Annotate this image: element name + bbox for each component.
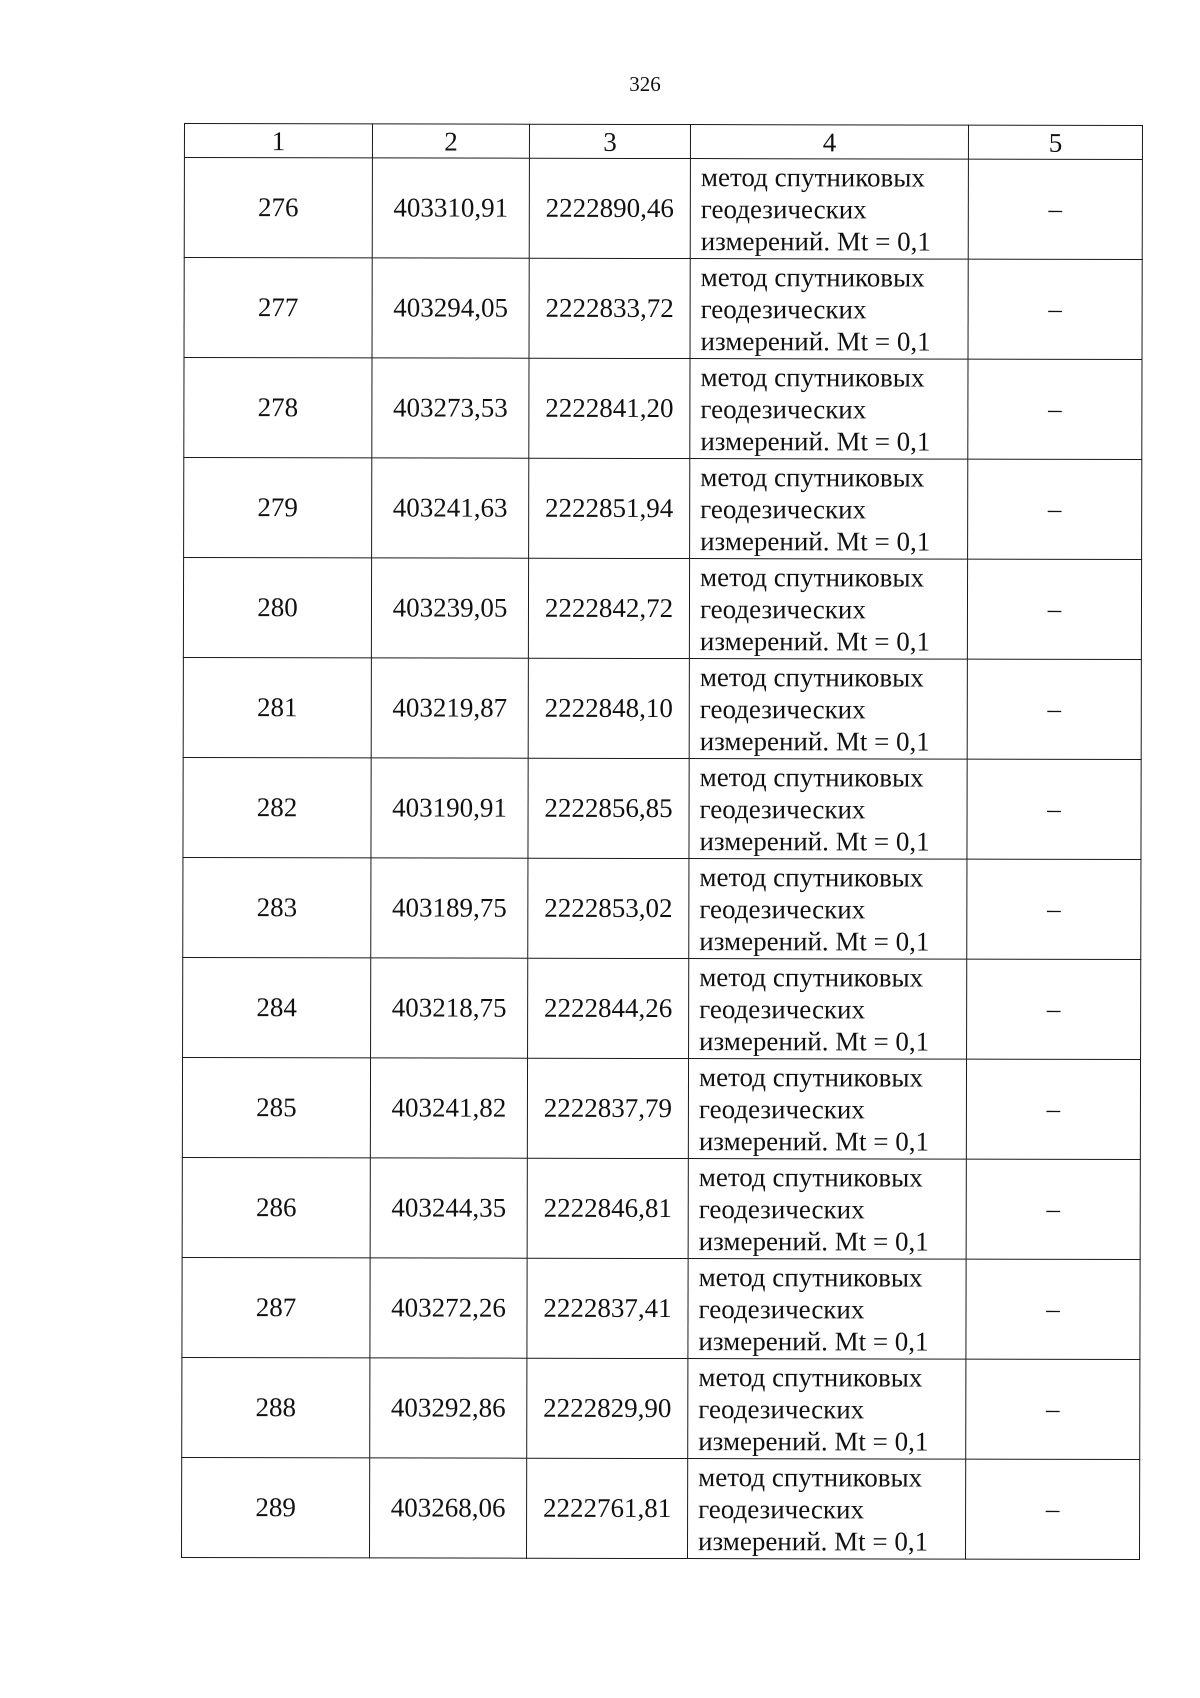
coordinates-table [181, 123, 1143, 1560]
column-5-cell: – [968, 459, 1142, 559]
y-coordinate-cell: 2222761,81 [526, 1458, 687, 1558]
method-text-line: геодезических [700, 493, 867, 524]
table-row [184, 458, 1142, 560]
point-number-cell: 278 [184, 358, 372, 458]
x-coordinate-cell: 403241,82 [370, 1058, 527, 1158]
point-number-cell: 286 [182, 1157, 370, 1257]
point-number-cell: 288 [182, 1357, 370, 1457]
x-coordinate-cell: 403239,05 [371, 558, 528, 658]
x-coordinate-cell: 403218,75 [371, 958, 528, 1058]
table-row [183, 957, 1141, 1059]
y-coordinate-cell: 2222848,10 [528, 658, 689, 758]
method-text-line: метод спутниковых [698, 1261, 923, 1293]
method-text-line: измерений. Mt = 0,1 [698, 1525, 929, 1557]
table-row [184, 358, 1142, 460]
method-cell [689, 859, 967, 960]
method-text-line: геодезических [698, 1093, 865, 1124]
method-text-line: геодезических [699, 793, 866, 824]
method-text-line: измерений. Mt = 0,1 [700, 525, 931, 557]
method-text-line: метод спутниковых [699, 761, 924, 793]
method-text-line: геодезических [700, 193, 867, 224]
method-text-line: измерений. Mt = 0,1 [698, 1125, 930, 1157]
method-cell [689, 959, 967, 1060]
column-5-cell: – [967, 959, 1141, 1059]
method-text-line: измерений. Mt = 0,1 [699, 625, 931, 657]
method-text-line: измерений. Mt = 0,1 [700, 425, 931, 457]
header-col-4: 4 [690, 125, 968, 160]
method-text-line: метод спутниковых [698, 1061, 924, 1093]
header-col-1: 1 [184, 124, 372, 158]
method-cell [687, 1459, 965, 1560]
method-text-line: метод спутниковых [699, 861, 924, 893]
x-coordinate-cell: 403190,91 [371, 758, 528, 858]
method-text-line: измерений. Mt = 0,1 [698, 1325, 929, 1357]
method-text-line: метод спутниковых [700, 461, 925, 493]
table-row [184, 258, 1142, 360]
y-coordinate-cell: 2222851,94 [529, 458, 690, 558]
method-cell [689, 759, 967, 860]
method-text-line: измерений. Mt = 0,1 [699, 825, 930, 857]
method-cell [689, 559, 967, 660]
table-row [181, 1457, 1139, 1559]
method-text-line: измерений. Mt = 0,1 [700, 325, 931, 357]
method-text-line: геодезических [699, 693, 866, 724]
method-text-line: метод спутниковых [700, 161, 925, 193]
method-text-line: метод спутниковых [698, 1361, 923, 1393]
method-cell [689, 659, 967, 760]
table-row [183, 757, 1141, 859]
method-cell [690, 259, 968, 360]
table-body [181, 158, 1142, 1560]
method-text-line: метод спутниковых [699, 961, 924, 993]
method-text-line: геодезических [698, 1393, 865, 1424]
x-coordinate-cell: 403310,91 [372, 158, 529, 258]
x-coordinate-cell: 403292,86 [370, 1358, 527, 1458]
y-coordinate-cell: 2222842,72 [528, 558, 689, 658]
method-text-line: метод спутниковых [699, 661, 924, 693]
x-coordinate-cell: 403294,05 [372, 258, 529, 358]
x-coordinate-cell: 403244,35 [370, 1158, 527, 1258]
method-text-line: измерений. Mt = 0,1 [698, 1425, 929, 1457]
header-row [184, 124, 1142, 160]
x-coordinate-cell: 403241,63 [372, 458, 529, 558]
method-text-line: геодезических [699, 993, 866, 1024]
point-number-cell: 282 [183, 757, 371, 857]
y-coordinate-cell: 2222829,90 [527, 1358, 688, 1458]
point-number-cell: 279 [184, 458, 372, 558]
x-coordinate-cell: 403268,06 [369, 1458, 526, 1558]
y-coordinate-cell: 2222837,79 [527, 1058, 688, 1158]
header-col-5: 5 [968, 125, 1142, 159]
method-text-line: метод спутниковых [700, 261, 925, 293]
column-5-cell: – [967, 859, 1141, 959]
page-number: 326 [629, 72, 661, 96]
y-coordinate-cell: 2222846,81 [527, 1158, 688, 1258]
method-text-line: измерений. Mt = 0,1 [698, 1225, 929, 1257]
method-text-line: геодезических [698, 1193, 865, 1224]
column-5-cell: – [966, 1159, 1140, 1259]
method-text-line: геодезических [698, 1293, 865, 1324]
method-text-line: измерений. Mt = 0,1 [699, 725, 930, 757]
column-5-cell: – [967, 759, 1141, 859]
table-row [183, 657, 1141, 759]
point-number-cell: 285 [182, 1057, 370, 1157]
method-cell [688, 1059, 966, 1160]
y-coordinate-cell: 2222853,02 [528, 858, 689, 958]
point-number-cell: 277 [184, 258, 372, 358]
y-coordinate-cell: 2222837,41 [527, 1258, 688, 1358]
table-row [183, 857, 1141, 959]
point-number-cell: 280 [183, 558, 371, 658]
header-col-3: 3 [529, 124, 690, 158]
x-coordinate-cell: 403273,53 [372, 358, 529, 458]
y-coordinate-cell: 2222844,26 [528, 958, 689, 1058]
y-coordinate-cell: 2222841,20 [529, 358, 690, 458]
column-5-cell: – [966, 1259, 1140, 1359]
header-col-2: 2 [372, 124, 529, 158]
point-number-cell: 276 [184, 158, 372, 258]
y-coordinate-cell: 2222833,72 [529, 258, 690, 358]
point-number-cell: 284 [183, 957, 371, 1057]
table-header [184, 124, 1142, 160]
method-cell [688, 1259, 966, 1360]
table-row [182, 1257, 1140, 1359]
y-coordinate-cell: 2222856,85 [528, 758, 689, 858]
y-coordinate-cell: 2222890,46 [529, 158, 690, 258]
table-row [182, 1157, 1140, 1259]
table-row [183, 558, 1141, 660]
method-text-line: метод спутниковых [700, 561, 925, 593]
point-number-cell: 283 [183, 857, 371, 957]
x-coordinate-cell: 403189,75 [371, 858, 528, 958]
table-row [182, 1057, 1140, 1159]
method-text-line: геодезических [699, 893, 866, 924]
column-5-cell: – [967, 559, 1141, 659]
method-cell [690, 459, 968, 560]
method-text-line: метод спутниковых [698, 1161, 923, 1193]
table-row [184, 158, 1142, 260]
column-5-cell: – [966, 1059, 1140, 1159]
method-text-line: метод спутниковых [698, 1461, 923, 1493]
column-5-cell: – [965, 1459, 1139, 1559]
x-coordinate-cell: 403272,26 [370, 1258, 527, 1358]
method-text-line: геодезических [699, 593, 866, 624]
method-text-line: геодезических [700, 293, 867, 324]
method-cell [688, 1159, 966, 1260]
method-text-line: измерений. Mt = 0,1 [700, 225, 931, 257]
column-5-cell: – [966, 1359, 1140, 1459]
point-number-cell: 289 [181, 1457, 369, 1557]
method-text-line: геодезических [698, 1493, 865, 1524]
method-text-line: геодезических [700, 393, 867, 424]
method-cell [688, 1359, 966, 1460]
method-text-line: метод спутниковых [700, 361, 925, 393]
method-text-line: измерений. Mt = 0,1 [699, 925, 930, 957]
column-5-cell: – [968, 359, 1142, 459]
point-number-cell: 287 [182, 1257, 370, 1357]
method-cell [690, 359, 968, 460]
column-5-cell: – [968, 259, 1142, 359]
x-coordinate-cell: 403219,87 [371, 658, 528, 758]
column-5-cell: – [968, 159, 1142, 259]
method-text-line: измерений. Mt = 0,1 [699, 1025, 930, 1057]
method-cell [690, 159, 968, 260]
table-row [182, 1357, 1140, 1459]
column-5-cell: – [967, 659, 1141, 759]
point-number-cell: 281 [183, 657, 371, 757]
